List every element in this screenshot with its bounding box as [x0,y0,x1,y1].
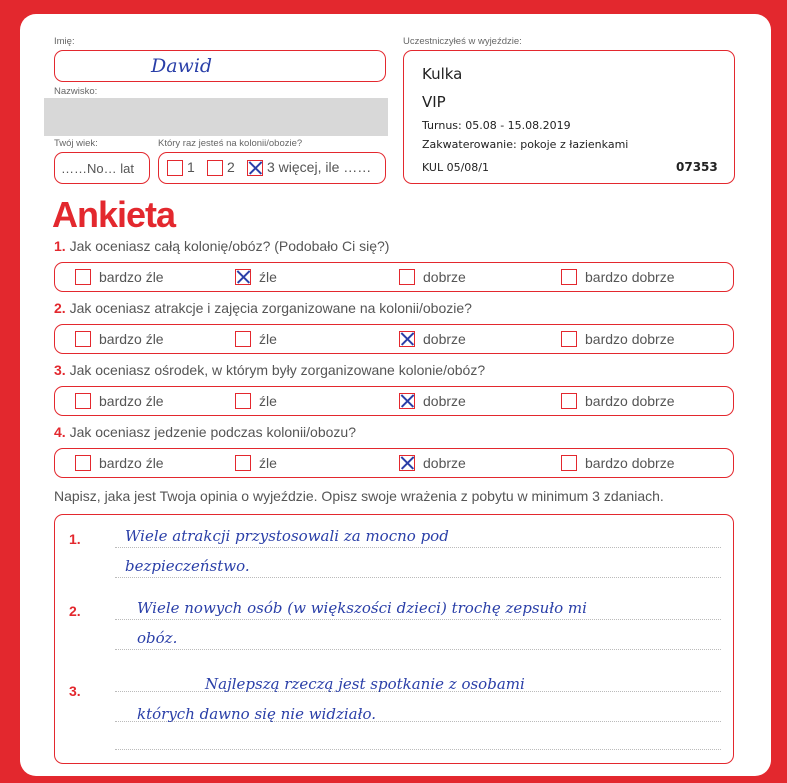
q1-option-label: źle [259,269,277,285]
q3-option-bardzo-zle-checkbox[interactable] [75,393,91,409]
q1-option-zle-checkbox[interactable] [235,269,251,285]
q2-option-label: dobrze [423,331,466,347]
imie-value: Dawid [151,55,213,77]
nazwisko-label: Nazwisko: [54,86,98,97]
question-4: 4. Jak oceniasz jedzenie podczas kolonii/obozu? [54,424,356,440]
q3-option-bardzo-dobrze-checkbox[interactable] [561,393,577,409]
question-1: 1. Jak oceniasz całą kolonię/obóz? (Podobało Ci się?) [54,238,390,254]
ruled-line [115,649,721,650]
trip-turnus: Turnus: 05.08 - 15.08.2019 [422,119,571,132]
q4-option-bardzo-dobrze-checkbox[interactable] [561,455,577,471]
q1-option-bardzo-dobrze-checkbox[interactable] [561,269,577,285]
opinion-prompt: Napisz, jaka jest Twoja opinia o wyjeździe. Opisz swoje wrażenia z pobytu w minimum 3 zdaniach. [54,488,664,504]
answer-row-4 [54,448,734,478]
answer-3-line-2: których dawno się nie widziało. [137,705,376,723]
answer-1-line-1: Wiele atrakcji przystosowali za mocno pod [125,527,449,545]
answer-row-3 [54,386,734,416]
q3-option-label: dobrze [423,393,466,409]
answer-3-line-1: Najlepszą rzeczą jest spotkanie z osobami [205,675,525,693]
trip-zakwaterowanie: Zakwaterowanie: pokoje z łazienkami [422,138,629,151]
trip-code: KUL 05/08/1 [422,161,489,174]
q4-option-label: bardzo dobrze [585,455,675,471]
ktory-raz-label: Który raz jesteś na kolonii/obozie? [158,138,303,149]
ruled-line [115,619,721,620]
ruled-line [115,577,721,578]
ruled-line [115,547,721,548]
times-2-checkbox[interactable] [207,160,223,176]
q4-option-label: bardzo źle [99,455,164,471]
wiek-field[interactable] [54,152,150,184]
answer-1-number: 1. [69,531,81,547]
q2-option-label: bardzo źle [99,331,164,347]
q4-option-dobrze-checkbox[interactable] [399,455,415,471]
q2-option-label: bardzo dobrze [585,331,675,347]
trip-type: VIP [422,93,446,111]
q4-option-bardzo-zle-checkbox[interactable] [75,455,91,471]
answer-row-1 [54,262,734,292]
opinion-box[interactable] [54,514,734,764]
q3-option-label: bardzo źle [99,393,164,409]
wiek-value: ……No… lat [61,161,134,176]
q3-option-dobrze-checkbox[interactable] [399,393,415,409]
trip-number: 07353 [676,160,718,174]
answer-2-line-1: Wiele nowych osób (w większości dzieci) trochę zepsuło mi [137,599,587,617]
times-3-label: 3 więcej, ile …… [267,159,372,175]
uczestniczyles-label: Uczestniczyłeś w wyjeździe: [403,36,522,47]
answer-row-2 [54,324,734,354]
q3-option-label: źle [259,393,277,409]
imie-label: Imię: [54,36,75,47]
q4-option-label: źle [259,455,277,471]
q1-option-label: bardzo dobrze [585,269,675,285]
times-1-checkbox[interactable] [167,160,183,176]
q2-option-zle-checkbox[interactable] [235,331,251,347]
q1-option-dobrze-checkbox[interactable] [399,269,415,285]
q1-option-label: dobrze [423,269,466,285]
survey-sheet [20,14,771,776]
ruled-line [115,749,721,750]
q2-option-dobrze-checkbox[interactable] [399,331,415,347]
trip-name: Kulka [422,65,463,83]
q4-option-label: dobrze [423,455,466,471]
answer-2-number: 2. [69,603,81,619]
times-1-label: 1 [187,159,195,175]
answer-1-line-2: bezpieczeństwo. [125,557,250,575]
ktory-raz-field [158,152,386,184]
trip-info-box [403,50,735,184]
q1-option-label: bardzo źle [99,269,164,285]
question-2: 2. Jak oceniasz atrakcje i zajęcia zorganizowane na kolonii/obozie? [54,300,472,316]
q4-option-zle-checkbox[interactable] [235,455,251,471]
answer-2-line-2: obóz. [137,629,178,647]
times-2-label: 2 [227,159,235,175]
q2-option-label: źle [259,331,277,347]
wiek-label: Twój wiek: [54,138,98,149]
q3-option-zle-checkbox[interactable] [235,393,251,409]
imie-field[interactable] [54,50,386,82]
q1-option-bardzo-zle-checkbox[interactable] [75,269,91,285]
survey-title: Ankieta [52,194,176,235]
nazwisko-redaction [44,98,388,136]
answer-3-number: 3. [69,683,81,699]
q2-option-bardzo-dobrze-checkbox[interactable] [561,331,577,347]
q2-option-bardzo-zle-checkbox[interactable] [75,331,91,347]
times-3-checkbox[interactable] [247,160,263,176]
question-3: 3. Jak oceniasz ośrodek, w którym były zorganizowane kolonie/obóz? [54,362,486,378]
q3-option-label: bardzo dobrze [585,393,675,409]
